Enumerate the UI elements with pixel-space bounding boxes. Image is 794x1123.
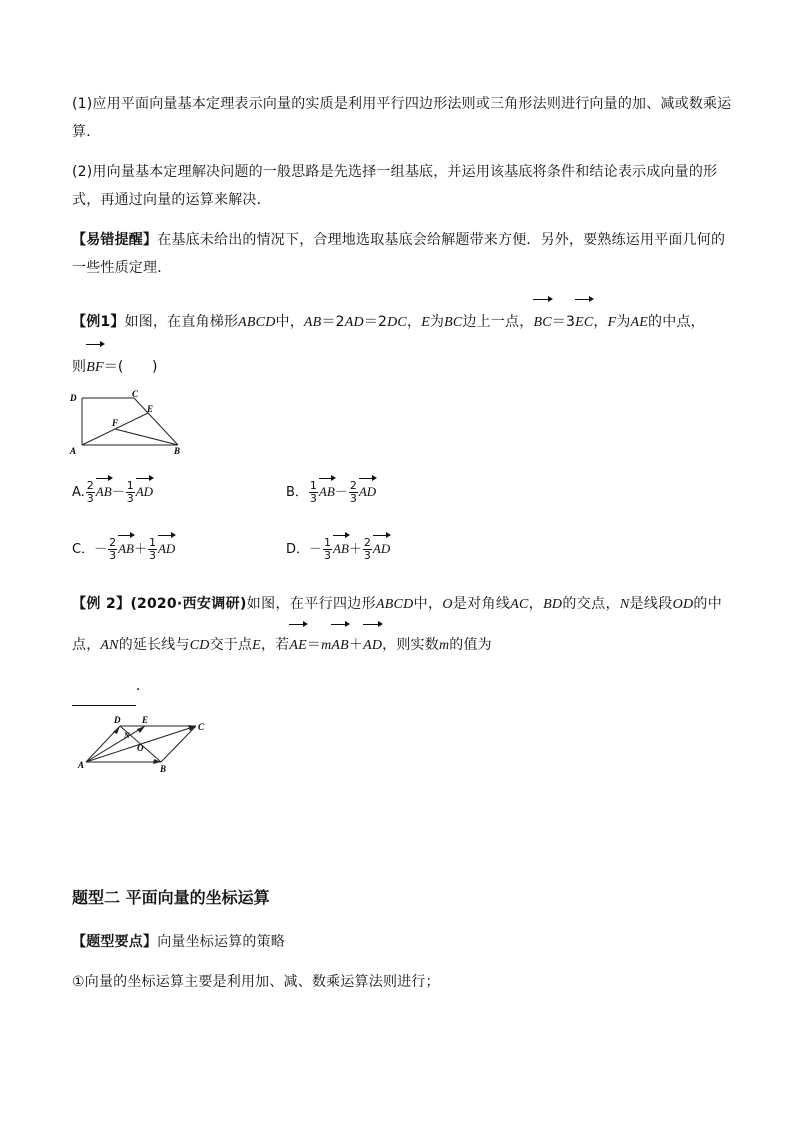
label-e2: E xyxy=(142,715,149,725)
section-title: 题型二 平面向量的坐标运算 xyxy=(72,888,270,907)
label-a: A xyxy=(70,446,77,456)
label-b: B xyxy=(174,446,181,456)
example-1-label: 【例1】 xyxy=(72,314,125,330)
parallelogram-figure xyxy=(74,712,214,776)
vector-ec: EC xyxy=(575,301,593,345)
example-2-stem: 【例 2】(2020·西安调研)如图，在平行四边形ABCD中，O是对角线AC，BD的交点，N是线段OD的中点，AN的延长线与CD交于点E，若AE＝mAB＋AD，则实数m的值为 ． xyxy=(72,584,722,706)
key-points xyxy=(72,928,732,956)
example-1-stem: 【例1】如图，在直角梯形ABCD中，AB＝2AD＝2DC，E为BC边上一点，BC＝3EC，F为AE的中点， 则BF＝( ) xyxy=(72,300,752,390)
error-tip xyxy=(72,226,732,282)
label-d: D xyxy=(70,393,77,403)
strategy-item-1: ①向量的坐标运算主要是利用加、减、数乘运算法则进行； xyxy=(72,974,440,990)
label-o2: O xyxy=(137,743,144,753)
option-a[interactable]: A. $\frac{2}{3}$ AB－ $\frac{1}{3}$ AD xyxy=(72,479,154,505)
label-d2: D xyxy=(114,715,121,725)
vector-bc: BC xyxy=(533,301,551,345)
answer-blank[interactable] xyxy=(72,689,136,706)
paragraph-1: (1)应用平面向量基本定理表示向量的实质是利用平行四边形法则或三角形法则进行向量的加、减或数乘运算． xyxy=(72,96,732,140)
vector-bf: BF xyxy=(86,346,104,390)
example-2-label: 【例 2】 xyxy=(72,596,131,612)
example-2-source: (2020·西安调研) xyxy=(130,596,247,612)
paragraph-2: (2)用向量基本定理解决问题的一般思路是先选择一组基底，并运用该基底将条件和结论表示成向量的形式，再通过向量的运算来解决． xyxy=(72,164,718,208)
tip-label: 【易错提醒】 xyxy=(72,232,158,248)
label-a2: A xyxy=(78,760,85,770)
key-label: 【题型要点】 xyxy=(72,934,158,950)
label-b2: B xyxy=(160,764,167,774)
trapezoid-figure xyxy=(66,388,196,460)
vector-ae: AE xyxy=(289,626,307,666)
label-c: C xyxy=(132,389,139,399)
option-c[interactable]: C．－ $\frac{2}{3}$ AB＋ $\frac{1}{3}$ AD xyxy=(72,536,176,562)
label-e: E xyxy=(147,404,154,414)
vector-ab: AB xyxy=(331,626,349,666)
option-b[interactable]: B． $\frac{1}{3}$ AB－ $\frac{2}{3}$ AD xyxy=(286,479,377,505)
tip-text: 在基底未给出的情况下，合理地选取基底会给解题带来方便．另外，要熟练运用平面几何的一些性质定理． xyxy=(72,232,726,276)
vector-ad: AD xyxy=(363,626,382,666)
key-text: 向量坐标运算的策略 xyxy=(157,934,286,950)
label-f: F xyxy=(112,418,119,428)
option-d[interactable]: D．－ $\frac{1}{3}$ AB＋ $\frac{2}{3}$ AD xyxy=(286,536,391,562)
label-n2: N xyxy=(124,731,130,740)
label-c2: C xyxy=(198,722,205,732)
